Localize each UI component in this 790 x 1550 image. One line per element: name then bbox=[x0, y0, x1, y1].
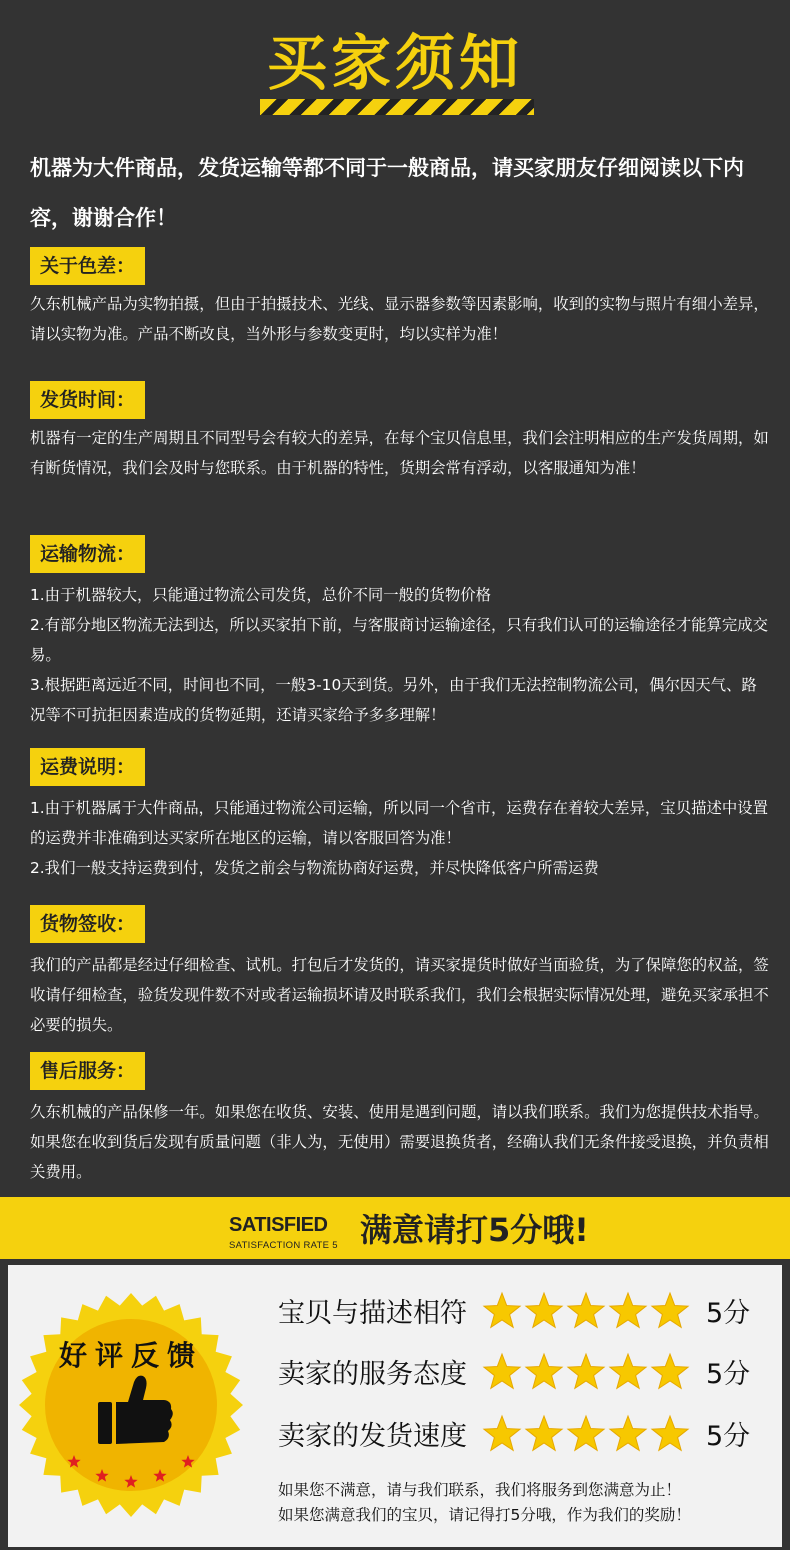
intro-text: 机器为大件商品，发货运输等都不同于一般商品，请买家朋友仔细阅读以下内容，谢谢合作！ bbox=[30, 156, 744, 230]
feedback-badge bbox=[16, 1290, 246, 1520]
section-label-color-difference: 关于色差： bbox=[30, 247, 145, 285]
section-label-after-sales: 售后服务： bbox=[30, 1052, 145, 1090]
section-line: 2.我们一般支持运费到付，发货之前会与物流协商好运费，并尽快降低客户所需运费 bbox=[30, 859, 599, 877]
section-line: 机器有一定的生产周期且不同型号会有较大的差异，在每个宝贝信息里，我们会注明相应的生产发货周期，如有断货情况，我们会及时与您联系。由于机器的特性，货期会常有浮动，以客服通知为准！ bbox=[30, 429, 769, 477]
banner-en-subtitle: SATISFACTION RATE 5 bbox=[229, 1240, 338, 1251]
hazard-stripe-divider bbox=[260, 99, 534, 115]
section-line: 1.由于机器较大，只能通过物流公司发货，总价不同一般的货物价格 bbox=[30, 586, 492, 604]
star-icon bbox=[610, 1293, 646, 1327]
section-label-freight: 运费说明： bbox=[30, 748, 145, 786]
star-icon bbox=[610, 1354, 646, 1388]
banner-cn-title: 满意请打5分哦! bbox=[360, 1211, 589, 1249]
rating-score: 5分 bbox=[706, 1421, 751, 1452]
section-body-receipt bbox=[30, 950, 772, 1040]
star-icon bbox=[484, 1354, 520, 1388]
section-body-logistics bbox=[30, 580, 772, 730]
section-label-logistics: 运输物流： bbox=[30, 535, 145, 573]
section-label-shipping-time: 发货时间： bbox=[30, 381, 145, 419]
star-icon bbox=[568, 1416, 604, 1450]
rating-label: 宝贝与描述相符 bbox=[278, 1298, 467, 1329]
section-line: 我们的产品都是经过仔细检查、试机。打包后才发货的，请买家提货时做好当面验货，为了保障您的权益，签收请仔细检查，验货发现件数不对或者运输损坏请及时联系我们，我们会根据实际情况处理，避免买家承担不必要的损失。 bbox=[30, 956, 769, 1034]
star-icon bbox=[568, 1354, 604, 1388]
badge-text: 好评反馈 bbox=[58, 1339, 204, 1372]
section-body-freight bbox=[30, 793, 772, 883]
star-rating bbox=[482, 1290, 692, 1334]
rating-score: 5分 bbox=[706, 1359, 751, 1390]
footer-note bbox=[278, 1478, 778, 1528]
section-body-after-sales bbox=[30, 1097, 772, 1187]
section-line: 2.有部分地区物流无法到达，所以买家拍下前，与客服商讨运输途径，只有我们认可的运输途径才能算完成交易。 bbox=[30, 616, 769, 664]
section-body-shipping-time bbox=[30, 423, 772, 483]
star-icon bbox=[652, 1416, 688, 1450]
footer-line-1: 如果您不满意，请与我们联系，我们将服务到您满意为止！ bbox=[278, 1481, 682, 1499]
star-icon bbox=[652, 1293, 688, 1327]
star-icon bbox=[526, 1416, 562, 1450]
rating-label: 卖家的发货速度 bbox=[278, 1421, 467, 1452]
banner-en-title: SATISFIED bbox=[229, 1214, 328, 1236]
star-icon bbox=[526, 1354, 562, 1388]
section-line: 久东机械的产品保修一年。如果您在收货、安装、使用是遇到问题，请以我们联系。我们为您提供技术指导。如果您在收到货后发现有质量问题（非人为，无使用）需要退换货者，经确认我们无条件接受退换，并负责相关费用。 bbox=[30, 1103, 769, 1181]
section-label-receipt: 货物签收： bbox=[30, 905, 145, 943]
footer-line-2: 如果您满意我们的宝贝，请记得打5分哦，作为我们的奖励！ bbox=[278, 1506, 691, 1524]
star-icon bbox=[484, 1293, 520, 1327]
rating-score: 5分 bbox=[706, 1298, 751, 1329]
star-icon bbox=[526, 1293, 562, 1327]
star-icon bbox=[484, 1416, 520, 1450]
page-title: 买家须知 bbox=[267, 29, 523, 99]
star-icon bbox=[610, 1416, 646, 1450]
section-line: 1.由于机器属于大件商品，只能通过物流公司运输，所以同一个省市，运费存在着较大差异，宝贝描述中设置的运费并非准确到达买家所在地区的运输，请以客服回答为准！ bbox=[30, 799, 769, 847]
star-rating bbox=[482, 1413, 692, 1457]
star-rating bbox=[482, 1351, 692, 1395]
section-line: 3.根据距离远近不同，时间也不同，一般3-10天到货。另外，由于我们无法控制物流公司，偶尔因天气、路况等不可抗拒因素造成的货物延期，还请买家给予多多理解！ bbox=[30, 676, 757, 724]
star-icon bbox=[652, 1354, 688, 1388]
section-body-color-difference bbox=[30, 289, 772, 349]
section-line: 久东机械产品为实物拍摄，但由于拍摄技术、光线、显示器参数等因素影响，收到的实物与照片有细小差异，请以实物为准。产品不断改良，当外形与参数变更时，均以实样为准！ bbox=[30, 295, 769, 343]
star-icon bbox=[568, 1293, 604, 1327]
rating-label: 卖家的服务态度 bbox=[278, 1359, 467, 1390]
